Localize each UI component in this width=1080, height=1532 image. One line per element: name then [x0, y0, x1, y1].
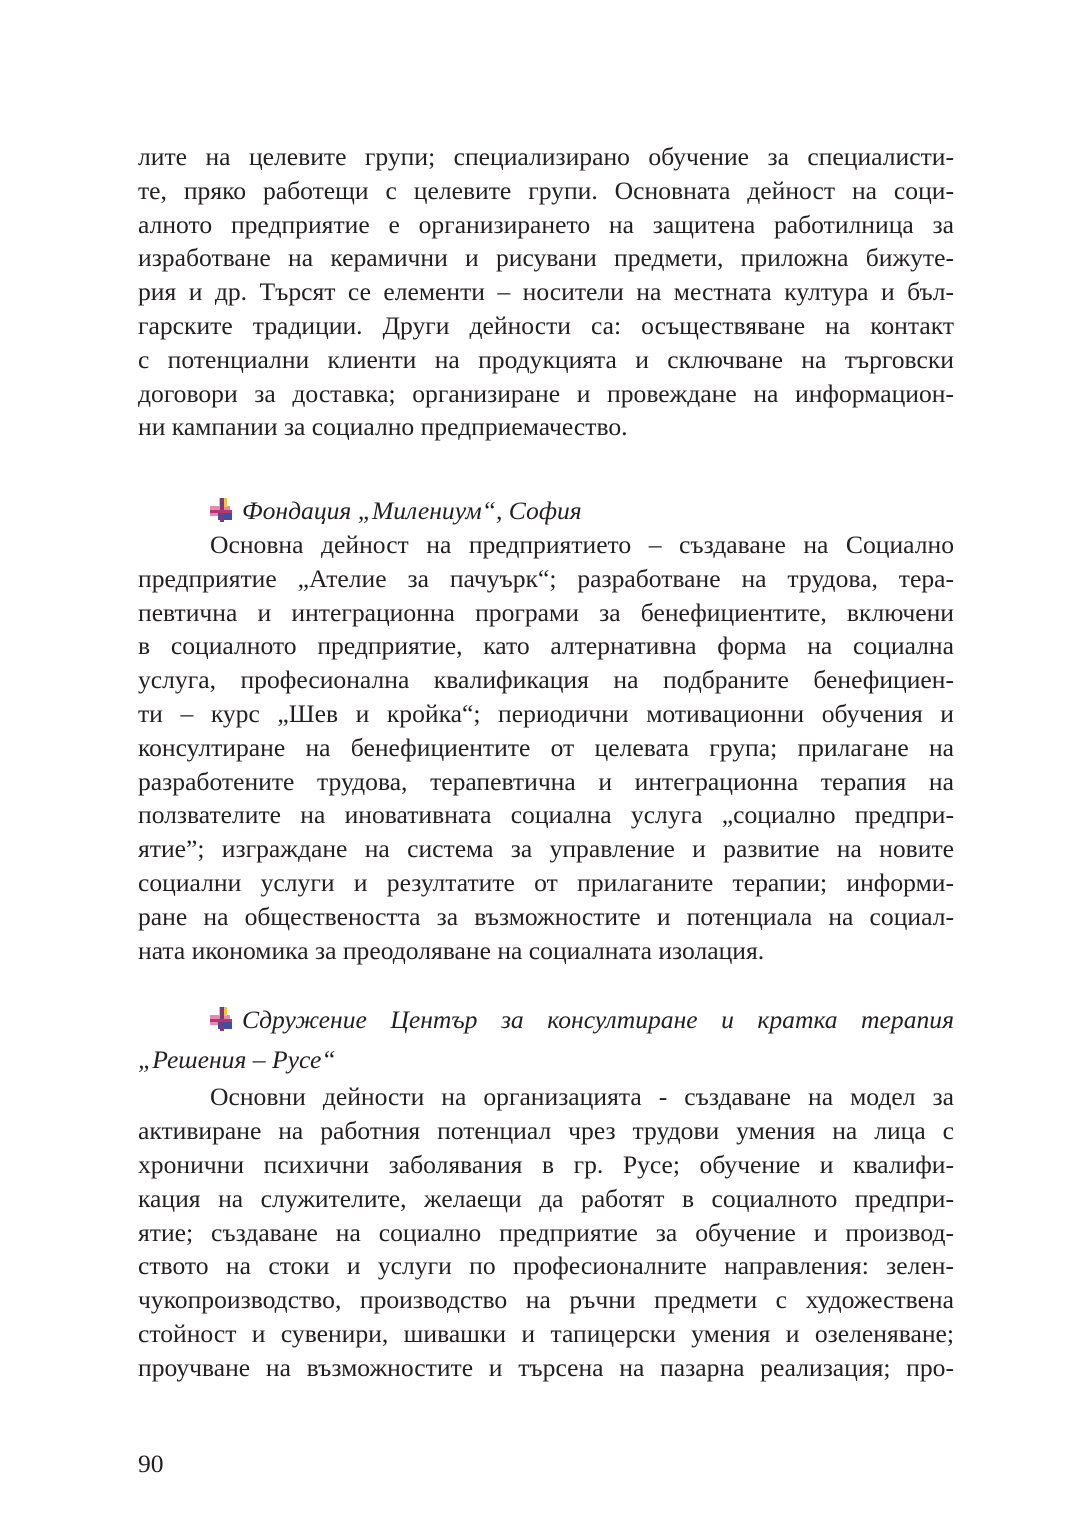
section-heading-text: Фондация „Милениум“, София	[242, 496, 582, 526]
text-line: стойност и сувенири, шивашки и тапицерски умения и озеленяване;	[138, 1318, 954, 1348]
text-line: лите на целевите групи; специализирано обучение за специалисти-	[138, 142, 954, 171]
text-line: проучване на възможностите и търсена на пазарна реализация; про-	[138, 1352, 954, 1382]
text-line: ране на обществеността за възможностите и потенциала на социал-	[138, 901, 954, 931]
page-body	[138, 140, 954, 1385]
text-line: ти – курс „Шев и кройка“; периодични мотивационни обучения и	[138, 698, 954, 728]
text-line: ството на стоки и услуги по професионалните направления: зелен-	[138, 1251, 954, 1281]
text-line: активиране на работния потенциал чрез трудови умения на лица с	[138, 1116, 954, 1146]
text-line: кация на служителите, желаещи да работят в социалното предпри-	[138, 1183, 954, 1213]
section-millenium-foundation	[138, 494, 954, 967]
text-line: ятие”; изграждане на система за управление и развитие на новите	[138, 834, 954, 864]
text-line: изработване на керамични и рисувани предмети, приложна бижуте-	[138, 243, 954, 273]
text-line: Основни дейности на организацията - създаване на модел за	[210, 1082, 954, 1112]
text-line: услуга, професионална квалификация на подбраните бенефициен-	[138, 665, 954, 695]
text-line: Основна дейност на предприятието – създаване на Социално	[210, 529, 954, 559]
text-line: разработените трудова, терапевтична и интеграционна терапия на	[138, 766, 954, 796]
text-line: гарските традиции. Други дейности са: осъществяване на контакт	[138, 310, 954, 340]
text-line: алното предприятие е организирането на защитена работилница за	[138, 209, 954, 239]
text-line: певтична и интеграционна програми за бенефициентите, включени	[138, 597, 954, 627]
text-line: социални услуги и резултатите от прилаганите терапии; информи-	[138, 867, 954, 897]
page-number: 90	[138, 1449, 164, 1478]
section-spacer	[138, 444, 954, 494]
text-line: рия и др. Търсят се елементи – носители на местната култура и бъл-	[138, 277, 954, 307]
section-heading-text: Сдружение Център за консултиране и кратка терапия	[242, 1005, 954, 1035]
text-line: консултиране на бенефициентите от целевата група; прилагане на	[138, 732, 954, 762]
text-line: договори за доставка; организиране и провеждане на информацион-	[138, 378, 954, 408]
paragraph-continued	[138, 140, 954, 444]
text-line: в социалното предприятие, като алтернативна форма на социална	[138, 631, 954, 661]
text-line: ползвателите на иновативната социална услуга „социално предпри-	[138, 800, 954, 830]
section-spacer	[138, 967, 954, 1000]
section-heading-continued: „Решения – Русе“	[138, 1045, 336, 1075]
section-reshenia-ruse	[138, 1000, 954, 1384]
decorative-cross-bullet-icon	[210, 498, 234, 522]
text-line: хронични психични заболявания в гр. Русе; обучение и квалифи-	[138, 1149, 954, 1179]
text-line: ятие; създаване на социално предприятие за обучение и производ-	[138, 1217, 954, 1247]
decorative-cross-bullet-icon	[210, 1007, 234, 1031]
section-heading	[138, 1000, 954, 1040]
text-line: предприятие „Ателие за пачуърк“; разработване на трудова, тера-	[138, 563, 954, 593]
text-line: ната икономика за преодоляване на социалната изолация.	[138, 935, 765, 965]
section-heading	[138, 494, 954, 528]
text-line: те, пряко работещи с целевите групи. Основната дейност на соци-	[138, 175, 954, 205]
text-line: чукопроизводство, производство на ръчни предмети с художествена	[138, 1285, 954, 1315]
text-line: с потенциални клиенти на продукцията и сключване на търговски	[138, 344, 954, 374]
text-line: ни кампании за социално предприемачество.	[138, 412, 628, 442]
